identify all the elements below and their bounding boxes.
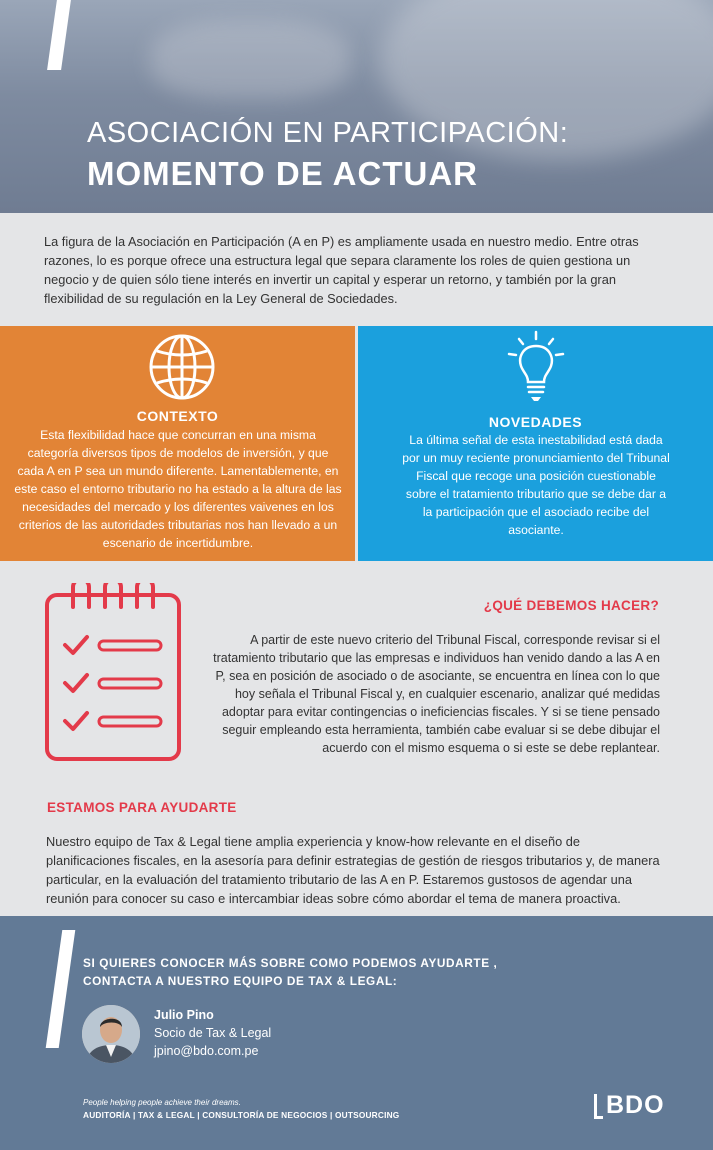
bdo-logo — [594, 1090, 672, 1120]
novedades-body: La última señal de esta inestabilidad está dada por un muy reciente pronunciamiento del Tribunal Fiscal que recoge una posición cuestionable sobre el tratamiento tributario que se debe dar a la participación que el asociado recibe del asociante. — [402, 433, 670, 537]
contact-email-link[interactable]: jpino@bdo.com.pe — [154, 1044, 259, 1058]
logo-bracket — [594, 1094, 603, 1119]
checklist-icon — [43, 583, 183, 763]
contact-cta — [83, 954, 497, 990]
que-hacer-title: ¿QUÉ DEBEMOS HACER? — [483, 598, 659, 613]
page-title-line2: MOMENTO DE ACTUAR — [87, 155, 478, 192]
avatar — [82, 1005, 140, 1063]
contexto-body: Esta flexibilidad hace que concurran en una misma categoría diversos tipos de modelos de inversión, y que cada A en P sea un mundo diferente. Lamentablemente, en este caso el entorno tributario no ha estado a la altura de las necesidades del mercado y los diferentes vaivenes en los criterios de las autoridades tributarias nos han llevado a un escenario de incertidumbre. — [14, 428, 342, 550]
hero-accent-bar — [47, 0, 71, 70]
contact-cta-line1: SI QUIERES CONOCER MÁS SOBRE COMO PODEMOS AYUDARTE , — [83, 956, 498, 970]
contact-cta-line2: CONTACTA A NUESTRO EQUIPO DE TAX & LEGAL: — [83, 974, 398, 988]
page-title-line1: ASOCIACIÓN EN PARTICIPACIÓN: — [87, 117, 569, 149]
ayudarte-title: ESTAMOS PARA AYUDARTE — [47, 800, 237, 815]
hero-background-shape — [150, 20, 350, 100]
lightbulb-icon — [506, 330, 566, 406]
novedades-panel — [358, 326, 713, 561]
hero-banner — [0, 0, 713, 213]
services-list: AUDITORÍA | TAX & LEGAL | CONSULTORÍA DE NEGOCIOS | OUTSOURCING — [83, 1110, 400, 1120]
logo-text: BDO — [606, 1091, 665, 1119]
contexto-title: CONTEXTO — [136, 408, 219, 424]
intro-paragraph: La figura de la Asociación en Participación (A en P) es ampliamente usada en nuestro medio. Entre otras razones, lo es porque ofrece una estructura legal que separa claramente los roles de quien gestiona un negocio y de quien sólo tiene interés en invertir un capital y esperar un retorno, y también por la gran flexibilidad de su regulación en la Ley General de Sociedades. — [44, 234, 639, 306]
contact-name: Julio Pino — [154, 1008, 214, 1022]
tagline: People helping people achieve their dreams. — [83, 1098, 241, 1107]
footer-accent-bar — [46, 930, 76, 1048]
contact-role: Socio de Tax & Legal — [154, 1026, 272, 1040]
contact-footer — [0, 916, 713, 1150]
globe-icon — [147, 332, 217, 402]
novedades-title: NOVEDADES — [488, 414, 583, 430]
contexto-panel — [0, 326, 355, 561]
ayudarte-body: Nuestro equipo de Tax & Legal tiene amplia experiencia y know-how relevante en el diseño de planificaciones fiscales, en la asesoría para definir estrategias de gestión de riesgos tributarios y, de manera particular, en la evaluación del tratamiento tributario de las A en P. Estaremos gustosos de agendar una reunión para conocer su caso e intercambiar ideas sobre cómo abordar el tema de manera proactiva. — [46, 834, 660, 906]
que-hacer-body: A partir de este nuevo criterio del Tribunal Fiscal, corresponde revisar si el tratamiento tributario que las empresas e individuos han venido dando a las A en P, sea en posición de asociado o de asociante, se encuentra en línea con lo que hoy señala el Tribunal Fiscal y, en cualquier escenario, analizar qué medidas adoptar para evitar contingencias o ineficiencias fiscales. Y si se tiene pensado seguir empleando esta herramienta, también cabe evaluar si se debe dibujar el acuerdo con el mismo esquema o si este se debe replantear. — [213, 633, 660, 755]
